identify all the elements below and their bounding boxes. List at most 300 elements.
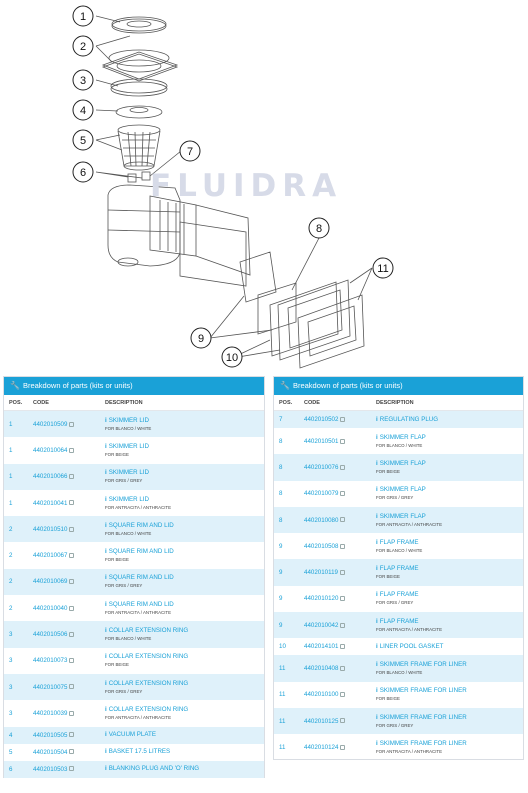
row-pos: 5	[9, 748, 13, 756]
row-pos: 9	[279, 569, 283, 577]
row-pos: 2	[9, 578, 13, 586]
row-code-cell	[304, 490, 376, 497]
copy-icon[interactable]	[340, 417, 345, 422]
part-code-link[interactable]: 4402010505	[33, 731, 68, 739]
copy-icon[interactable]	[69, 474, 74, 479]
part-description: LINER POOL GASKET	[379, 642, 444, 650]
row-pos: 3	[9, 657, 13, 665]
row-description-cell	[105, 706, 264, 721]
part-description: SQUARE RIM AND LID	[108, 521, 174, 529]
part-description: SQUARE RIM AND LID	[108, 548, 174, 556]
table-row	[4, 761, 264, 778]
col-description: DESCRIPTION	[376, 399, 414, 406]
table-row	[4, 674, 264, 700]
panel-header	[274, 377, 523, 395]
row-description-cell	[105, 748, 264, 756]
row-description-cell	[376, 661, 523, 676]
table-row	[4, 744, 264, 761]
row-code-cell	[33, 605, 105, 612]
part-code-link[interactable]: 4402010064	[33, 446, 68, 454]
part-description-link[interactable]	[105, 496, 264, 504]
part-description: SKIMMER FLAP	[379, 459, 426, 467]
row-code-cell	[304, 543, 376, 550]
part-description-link[interactable]	[105, 680, 264, 688]
row-code-cell	[304, 595, 376, 602]
panel-header	[4, 377, 264, 395]
info-icon[interactable]: i	[376, 565, 378, 573]
row-pos: 8	[279, 463, 283, 471]
copy-icon[interactable]	[69, 684, 74, 689]
copy-icon[interactable]	[340, 666, 345, 671]
part-variant: FOR GRIS / GREY	[376, 495, 414, 501]
table-row	[4, 542, 264, 568]
callout-2: 2	[79, 41, 87, 53]
part-description: FLAP FRAME	[379, 617, 419, 625]
info-icon[interactable]: i	[105, 495, 107, 503]
copy-icon[interactable]	[340, 570, 345, 575]
row-description-cell	[105, 496, 264, 511]
part-description-link[interactable]	[105, 653, 264, 661]
row-pos: 2	[9, 525, 13, 533]
part-code-link[interactable]: 4402010067	[33, 552, 68, 560]
part-description: COLLAR EXTENSION RING	[108, 653, 189, 661]
info-icon[interactable]: i	[376, 642, 378, 650]
row-pos: 11	[279, 743, 286, 751]
row-code-cell	[304, 622, 376, 629]
part-code-link[interactable]: 4402010124	[304, 743, 339, 751]
part-description-link[interactable]	[105, 706, 264, 714]
info-icon[interactable]: i	[105, 574, 107, 582]
part-description: COLLAR EXTENSION RING	[108, 679, 189, 687]
row-code-cell	[33, 500, 105, 507]
copy-icon[interactable]	[69, 658, 74, 663]
part-description-link[interactable]	[376, 714, 523, 722]
part-description-link[interactable]	[376, 565, 523, 573]
copy-icon[interactable]	[340, 596, 345, 601]
row-description-cell	[376, 565, 523, 580]
row-code-cell	[304, 691, 376, 698]
table-body	[274, 411, 523, 761]
part-variant: FOR ANTRACITA / ANTHRACITE	[105, 609, 172, 615]
copy-icon[interactable]	[340, 465, 345, 470]
part-description: BLANKING PLUG AND 'O' RING	[108, 765, 200, 773]
row-pos: 3	[9, 631, 13, 639]
part-description: SKIMMER LID	[108, 495, 149, 503]
info-icon[interactable]: i	[376, 486, 378, 494]
row-pos: 11	[279, 717, 286, 725]
table-body	[4, 411, 264, 778]
callout-9: 9	[197, 333, 205, 345]
info-icon[interactable]: i	[376, 617, 378, 625]
part-description-link[interactable]	[105, 548, 264, 556]
table-row	[4, 621, 264, 647]
wrench-icon: 🔧	[280, 381, 290, 390]
callout-8: 8	[315, 223, 323, 235]
copy-icon[interactable]	[69, 749, 74, 754]
copy-icon[interactable]	[340, 745, 345, 750]
callout-6: 6	[79, 167, 87, 179]
callout-11: 11	[377, 263, 389, 275]
table-row	[274, 638, 523, 655]
table-row	[4, 437, 264, 463]
parts-table-left	[3, 376, 265, 778]
part-description: SQUARE RIM AND LID	[108, 600, 174, 608]
copy-icon[interactable]	[69, 711, 74, 716]
part-code-link[interactable]: 4402010079	[304, 490, 339, 498]
info-icon[interactable]: i	[105, 731, 107, 739]
callout-5: 5	[79, 135, 87, 147]
part-variant: FOR BEIGE	[105, 557, 129, 563]
callout-10: 10	[225, 352, 239, 364]
part-description-link[interactable]	[105, 574, 264, 582]
row-pos: 8	[279, 437, 283, 445]
row-code-cell	[33, 684, 105, 691]
part-code-link[interactable]: 4402010510	[33, 525, 68, 533]
info-icon[interactable]: i	[105, 679, 107, 687]
row-code-cell	[304, 517, 376, 524]
part-description: SQUARE RIM AND LID	[108, 574, 174, 582]
panel-title: Breakdown of parts (kits or units)	[292, 381, 403, 390]
part-variant: FOR BEIGE	[105, 451, 129, 457]
table-row	[274, 682, 523, 708]
info-icon[interactable]: i	[376, 739, 378, 747]
part-description: COLLAR EXTENSION RING	[108, 627, 189, 635]
row-code-cell	[33, 631, 105, 638]
part-code-link[interactable]: 4402010503	[33, 765, 68, 773]
part-variant: FOR ANTRACITA / ANTHRACITE	[376, 748, 443, 754]
callout-3: 3	[79, 75, 87, 87]
part-variant: FOR GRIS / GREY	[105, 478, 143, 484]
row-description-cell	[376, 740, 523, 755]
part-code-link[interactable]: 4402010039	[33, 709, 68, 717]
part-description: SKIMMER FRAME FOR LINER	[379, 687, 467, 695]
info-icon[interactable]: i	[376, 512, 378, 520]
copy-icon[interactable]	[69, 606, 74, 611]
part-code-link[interactable]: 4402010042	[304, 621, 339, 629]
row-description-cell	[105, 417, 264, 432]
part-description: FLAP FRAME	[379, 591, 419, 599]
part-code-link[interactable]: 4402010076	[304, 463, 339, 471]
table-row	[274, 612, 523, 638]
part-description: VACUUM PLATE	[108, 731, 156, 739]
part-description-link[interactable]	[105, 417, 264, 425]
table-row	[274, 428, 523, 454]
part-variant: FOR ANTRACITA / ANTHRACITE	[376, 626, 443, 632]
row-description-cell	[105, 627, 264, 642]
row-pos: 9	[279, 595, 283, 603]
info-icon[interactable]: i	[376, 415, 378, 423]
part-description: SKIMMER LID	[108, 469, 149, 477]
table-row	[274, 586, 523, 612]
table-row	[4, 516, 264, 542]
copy-icon[interactable]	[69, 553, 74, 558]
table-row	[274, 454, 523, 480]
callout-1: 1	[79, 11, 87, 23]
row-code-cell	[33, 766, 105, 773]
info-icon[interactable]: i	[105, 705, 107, 713]
row-description-cell	[105, 574, 264, 589]
part-variant: FOR BEIGE	[376, 468, 400, 474]
table-row	[274, 507, 523, 533]
row-pos: 4	[9, 731, 13, 739]
part-description-link[interactable]	[376, 618, 523, 626]
part-code-link[interactable]: 4402010508	[304, 542, 339, 550]
row-description-cell	[105, 548, 264, 563]
row-pos: 3	[9, 709, 13, 717]
copy-icon[interactable]	[340, 718, 345, 723]
info-icon[interactable]: i	[376, 661, 378, 669]
copy-icon[interactable]	[340, 692, 345, 697]
row-pos: 1	[9, 446, 13, 454]
row-pos: 1	[9, 420, 13, 428]
part-code-link[interactable]: 4402010509	[33, 420, 68, 428]
row-pos: 1	[9, 499, 13, 507]
copy-icon[interactable]	[340, 439, 345, 444]
info-icon[interactable]: i	[105, 600, 107, 608]
part-description-link[interactable]	[105, 731, 264, 739]
copy-icon[interactable]	[340, 623, 345, 628]
part-code-link[interactable]: 4402010069	[33, 578, 68, 586]
part-description-link[interactable]	[376, 539, 523, 547]
part-description: COLLAR EXTENSION RING	[108, 705, 189, 713]
part-description: SKIMMER LID	[108, 416, 149, 424]
row-code-cell	[304, 643, 376, 650]
part-description-link[interactable]	[376, 591, 523, 599]
row-code-cell	[33, 710, 105, 717]
table-row	[274, 655, 523, 681]
part-description: SKIMMER LID	[108, 442, 149, 450]
row-code-cell	[33, 473, 105, 480]
row-pos: 2	[9, 604, 13, 612]
table-row	[4, 490, 264, 516]
row-code-cell	[304, 416, 376, 423]
part-code-link[interactable]: 4402010075	[33, 683, 68, 691]
part-description-link[interactable]	[105, 765, 264, 773]
row-description-cell	[376, 416, 523, 424]
part-description: REGULATING PLUG	[379, 415, 439, 423]
panel-title: Breakdown of parts (kits or units)	[22, 381, 133, 390]
row-pos: 7	[279, 416, 283, 423]
part-code-link[interactable]: 4402010040	[33, 604, 68, 612]
row-description-cell	[105, 469, 264, 484]
part-code-link[interactable]: 4402010100	[304, 691, 339, 699]
row-code-cell	[33, 447, 105, 454]
copy-icon[interactable]	[340, 491, 345, 496]
row-pos: 11	[279, 691, 286, 699]
part-code-link[interactable]: 4402010066	[33, 473, 68, 481]
part-variant: FOR BEIGE	[105, 662, 129, 668]
row-description-cell	[376, 714, 523, 729]
row-code-cell	[304, 464, 376, 471]
exploded-parts-diagram	[0, 0, 528, 372]
col-pos: POS.	[279, 399, 293, 406]
row-code-cell	[304, 438, 376, 445]
row-code-cell	[33, 578, 105, 585]
table-row	[4, 700, 264, 726]
part-code-link[interactable]: 4402010504	[33, 748, 68, 756]
row-pos: 9	[279, 621, 283, 629]
part-code-link[interactable]: 4402010501	[304, 437, 339, 445]
part-description-link[interactable]	[376, 740, 523, 748]
part-description-link[interactable]	[376, 416, 523, 424]
part-description-link[interactable]	[376, 513, 523, 521]
part-variant: FOR BLANCO / WHITE	[105, 636, 152, 642]
copy-icon[interactable]	[69, 448, 74, 453]
row-description-cell	[105, 653, 264, 668]
copy-icon[interactable]	[69, 632, 74, 637]
row-description-cell	[105, 443, 264, 458]
row-pos: 6	[9, 765, 13, 773]
part-code-link[interactable]: 4402010502	[304, 416, 339, 423]
copy-icon[interactable]	[340, 644, 345, 649]
table-row	[274, 734, 523, 760]
row-code-cell	[33, 657, 105, 664]
info-icon[interactable]: i	[105, 548, 107, 556]
part-variant: FOR BLANCO / WHITE	[376, 547, 423, 553]
table-row	[274, 708, 523, 734]
part-description: SKIMMER FLAP	[379, 433, 426, 441]
col-code: CODE	[33, 399, 49, 406]
info-icon[interactable]: i	[105, 765, 107, 773]
row-pos: 8	[279, 516, 283, 524]
part-code-link[interactable]: 4402010119	[304, 569, 338, 577]
part-description-link[interactable]	[376, 434, 523, 442]
info-icon[interactable]: i	[376, 459, 378, 467]
copy-icon[interactable]	[69, 527, 74, 532]
row-description-cell	[105, 680, 264, 695]
row-code-cell	[33, 421, 105, 428]
row-code-cell	[304, 569, 376, 576]
part-variant: FOR ANTRACITA / ANTHRACITE	[376, 521, 443, 527]
part-variant: FOR BLANCO / WHITE	[105, 530, 152, 536]
table-row	[4, 411, 264, 437]
info-icon[interactable]: i	[105, 416, 107, 424]
table-row	[4, 464, 264, 490]
part-code-link[interactable]: 4402010073	[33, 657, 68, 665]
row-code-cell	[33, 749, 105, 756]
info-icon[interactable]: i	[376, 433, 378, 441]
part-description-link[interactable]	[376, 643, 523, 651]
row-pos: 2	[9, 552, 13, 560]
table-row	[4, 569, 264, 595]
table-row	[274, 533, 523, 559]
table-column-headers	[274, 395, 523, 411]
part-description-link[interactable]	[376, 460, 523, 468]
part-variant: FOR ANTRACITA / ANTHRACITE	[105, 714, 172, 720]
part-description: SKIMMER FLAP	[379, 512, 426, 520]
part-description: FLAP FRAME	[379, 538, 419, 546]
row-description-cell	[376, 591, 523, 606]
info-icon[interactable]: i	[105, 627, 107, 635]
info-icon[interactable]: i	[376, 713, 378, 721]
row-description-cell	[105, 601, 264, 616]
row-description-cell	[376, 486, 523, 501]
info-icon[interactable]: i	[105, 748, 107, 756]
table-row	[4, 727, 264, 744]
part-variant: FOR GRIS / GREY	[376, 722, 414, 728]
part-code-link[interactable]: 4402010408	[304, 665, 339, 673]
row-description-cell	[105, 522, 264, 537]
part-description-link[interactable]	[376, 661, 523, 669]
table-row	[274, 559, 523, 585]
info-icon[interactable]: i	[376, 538, 378, 546]
col-pos: POS.	[9, 399, 23, 406]
copy-icon[interactable]	[69, 732, 74, 737]
callout-7: 7	[186, 146, 194, 158]
part-variant: FOR GRIS / GREY	[105, 583, 143, 589]
row-code-cell	[304, 665, 376, 672]
info-icon[interactable]: i	[105, 521, 107, 529]
part-variant: FOR BLANCO / WHITE	[376, 442, 423, 448]
row-description-cell	[376, 434, 523, 449]
part-description-link[interactable]	[105, 443, 264, 451]
part-variant: FOR BLANCO / WHITE	[376, 670, 423, 676]
row-code-cell	[304, 744, 376, 751]
wrench-icon: 🔧	[10, 381, 20, 390]
part-description-link[interactable]	[105, 627, 264, 635]
col-code: CODE	[304, 399, 320, 406]
copy-icon[interactable]	[69, 766, 74, 771]
row-description-cell	[376, 643, 523, 651]
copy-icon[interactable]	[340, 517, 345, 522]
info-icon[interactable]: i	[376, 687, 378, 695]
part-code-link[interactable]: 4402010506	[33, 631, 68, 639]
part-code-link[interactable]: 4402010125	[304, 717, 339, 725]
row-pos: 9	[279, 542, 283, 550]
row-pos: 11	[279, 665, 286, 673]
part-description: FLAP FRAME	[379, 565, 419, 573]
row-description-cell	[105, 765, 264, 773]
part-code-link[interactable]: 4402010041	[33, 499, 68, 507]
parts-table-right	[273, 376, 524, 760]
part-variant: FOR BEIGE	[376, 696, 400, 702]
part-description: SKIMMER FRAME FOR LINER	[379, 739, 467, 747]
part-description-link[interactable]	[105, 469, 264, 477]
copy-icon[interactable]	[69, 579, 74, 584]
table-row	[4, 648, 264, 674]
callout-4: 4	[79, 105, 87, 117]
row-description-cell	[105, 731, 264, 739]
part-variant: FOR GRIS / GREY	[376, 600, 414, 606]
part-code-link[interactable]: 4402010120	[304, 595, 339, 603]
part-description-link[interactable]	[376, 486, 523, 494]
part-description-link[interactable]	[105, 748, 264, 756]
row-description-cell	[376, 618, 523, 633]
part-description-link[interactable]	[376, 687, 523, 695]
row-pos: 1	[9, 473, 13, 481]
part-variant: FOR GRIS / GREY	[105, 688, 143, 694]
part-description: SKIMMER FRAME FOR LINER	[379, 713, 467, 721]
info-icon[interactable]: i	[105, 469, 107, 477]
part-code-link[interactable]: 4402010080	[304, 516, 339, 524]
copy-icon[interactable]	[69, 500, 74, 505]
part-code-link[interactable]: 4402014101	[304, 643, 339, 651]
table-row	[274, 411, 523, 428]
row-pos: 3	[9, 683, 13, 691]
info-icon[interactable]: i	[376, 591, 378, 599]
info-icon[interactable]: i	[105, 653, 107, 661]
copy-icon[interactable]	[340, 544, 345, 549]
part-description: SKIMMER FRAME FOR LINER	[379, 661, 467, 669]
part-variant: FOR BEIGE	[376, 574, 400, 580]
info-icon[interactable]: i	[105, 442, 107, 450]
part-description-link[interactable]	[105, 522, 264, 530]
copy-icon[interactable]	[69, 422, 74, 427]
row-description-cell	[376, 460, 523, 475]
part-description-link[interactable]	[105, 601, 264, 609]
row-pos: 10	[279, 643, 286, 651]
row-code-cell	[304, 718, 376, 725]
